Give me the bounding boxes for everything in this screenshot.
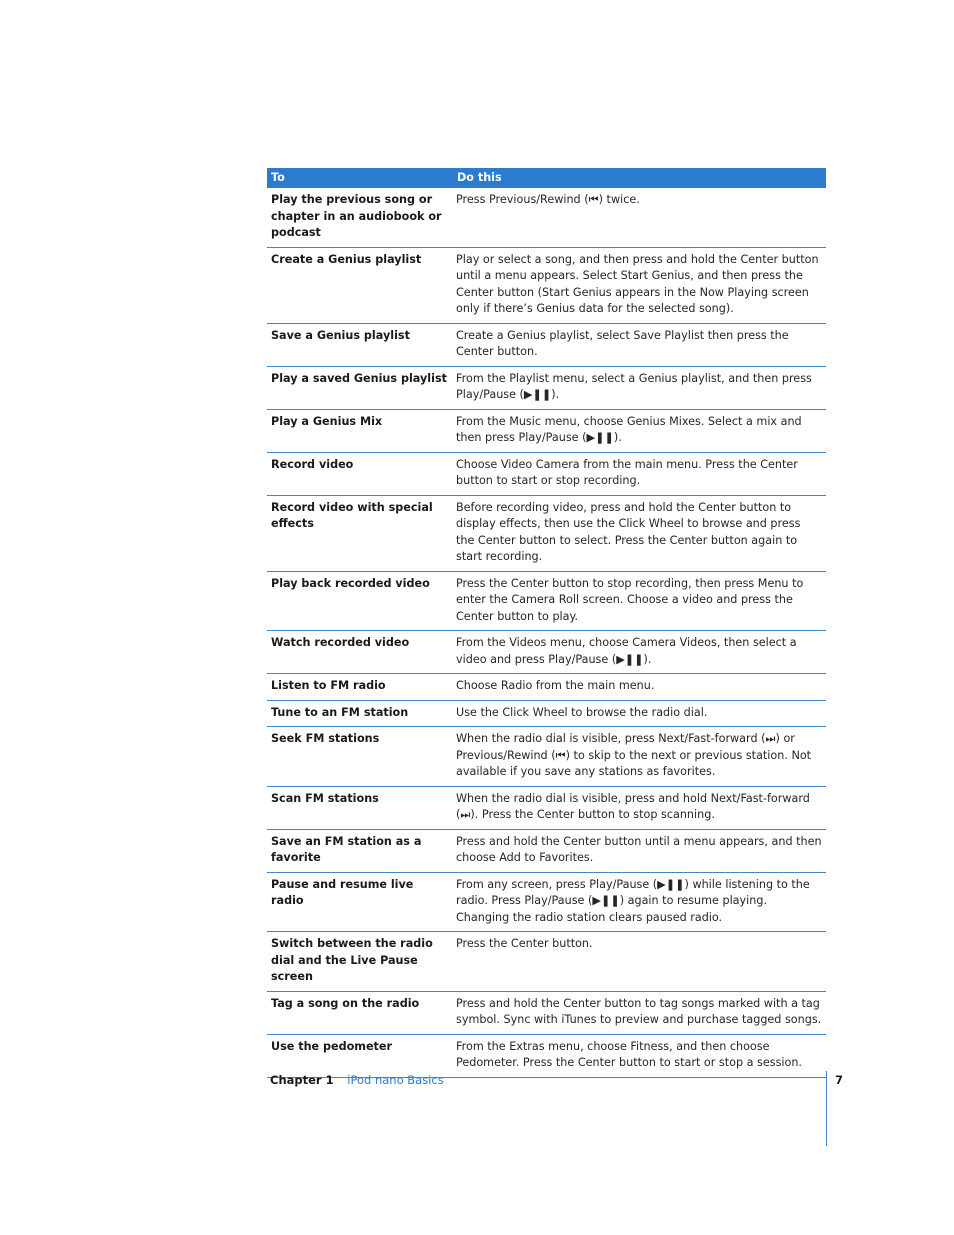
instruction-cell: From the Playlist menu, select a Genius playlist, and then press Play/Pause (▶︎❚❚). <box>453 366 826 409</box>
table-row <box>267 872 826 932</box>
task-cell: Play back recorded video <box>267 571 453 631</box>
table-row <box>267 727 826 787</box>
task-cell: Record video with special effects <box>267 495 453 571</box>
instruction-cell: Create a Genius playlist, select Save Playlist then press the Center button. <box>453 323 826 366</box>
task-cell: Watch recorded video <box>267 631 453 674</box>
page-number: 7 <box>835 1073 844 1087</box>
task-cell: Use the pedometer <box>267 1034 453 1077</box>
instruction-cell: From any screen, press Play/Pause (▶︎❚❚) while listening to the radio. Press Play/Pause (▶︎❚❚) again to resume playing. Changing the radio station clears paused radio. <box>453 872 826 932</box>
table-body <box>267 188 826 1077</box>
table-row <box>267 786 826 829</box>
table-row <box>267 991 826 1034</box>
table-header <box>267 168 826 188</box>
task-cell: Switch between the radio dial and the Live Pause screen <box>267 932 453 992</box>
table-header-row <box>267 168 826 188</box>
chapter-title-link[interactable]: iPod nano Basics <box>347 1073 444 1087</box>
instruction-cell: Press and hold the Center button until a menu appears, and then choose Add to Favorites. <box>453 829 826 872</box>
instruction-cell: Choose Video Camera from the main menu. Press the Center button to start or stop recording. <box>453 452 826 495</box>
task-cell: Tune to an FM station <box>267 700 453 727</box>
table-row <box>267 674 826 701</box>
instruction-cell: When the radio dial is visible, press and hold Next/Fast-forward (⏭). Press the Center button to stop scanning. <box>453 786 826 829</box>
task-cell: Create a Genius playlist <box>267 247 453 323</box>
task-cell: Scan FM stations <box>267 786 453 829</box>
task-cell: Pause and resume live radio <box>267 872 453 932</box>
table-row <box>267 1034 826 1077</box>
task-cell: Tag a song on the radio <box>267 991 453 1034</box>
task-cell: Save an FM station as a favorite <box>267 829 453 872</box>
table-row <box>267 366 826 409</box>
task-cell: Play a saved Genius playlist <box>267 366 453 409</box>
instruction-cell: Play or select a song, and then press and hold the Center button until a menu appears. Select Start Genius, and then press the Center button (Start Genius appears in the Now Playing screen only if there’s Genius data for the selected song). <box>453 247 826 323</box>
table-row <box>267 571 826 631</box>
instruction-cell: From the Music menu, choose Genius Mixes. Select a mix and then press Play/Pause (▶︎❚❚). <box>453 409 826 452</box>
table-row <box>267 247 826 323</box>
task-cell: Play the previous song or chapter in an audiobook or podcast <box>267 188 453 247</box>
chapter-label: Chapter 1 <box>270 1073 334 1087</box>
table-row <box>267 495 826 571</box>
table-row <box>267 188 826 247</box>
shortcut-table-container <box>267 168 826 1078</box>
table-row <box>267 829 826 872</box>
instruction-cell: Press the Center button to stop recording, then press Menu to enter the Camera Roll screen. Choose a video and press the Center button to play. <box>453 571 826 631</box>
instruction-cell: Press Previous/Rewind (⏮) twice. <box>453 188 826 247</box>
task-cell: Listen to FM radio <box>267 674 453 701</box>
task-cell: Seek FM stations <box>267 727 453 787</box>
header-to: To <box>267 168 453 188</box>
instruction-cell: Press and hold the Center button to tag songs marked with a tag symbol. Sync with iTunes to preview and purchase tagged songs. <box>453 991 826 1034</box>
header-do-this: Do this <box>453 168 826 188</box>
task-cell: Save a Genius playlist <box>267 323 453 366</box>
table-row <box>267 452 826 495</box>
table-row <box>267 700 826 727</box>
footer-divider <box>826 1071 827 1146</box>
table-row <box>267 323 826 366</box>
instruction-cell: Before recording video, press and hold the Center button to display effects, then use the Click Wheel to browse and press the Center button to select. Press the Center button again to start recording. <box>453 495 826 571</box>
table-row <box>267 932 826 992</box>
instruction-cell: Choose Radio from the main menu. <box>453 674 826 701</box>
instruction-cell: From the Extras menu, choose Fitness, and then choose Pedometer. Press the Center button to start or stop a session. <box>453 1034 826 1077</box>
instruction-cell: Press the Center button. <box>453 932 826 992</box>
instruction-cell: Use the Click Wheel to browse the radio dial. <box>453 700 826 727</box>
shortcut-table <box>267 168 826 1078</box>
page-footer <box>270 1072 444 1088</box>
instruction-cell: When the radio dial is visible, press Next/Fast-forward (⏭) or Previous/Rewind (⏮) to skip to the next or previous station. Not available if you save any stations as favorites. <box>453 727 826 787</box>
task-cell: Record video <box>267 452 453 495</box>
instruction-cell: From the Videos menu, choose Camera Videos, then select a video and press Play/Pause (▶︎❚❚). <box>453 631 826 674</box>
task-cell: Play a Genius Mix <box>267 409 453 452</box>
table-row <box>267 409 826 452</box>
table-row <box>267 631 826 674</box>
